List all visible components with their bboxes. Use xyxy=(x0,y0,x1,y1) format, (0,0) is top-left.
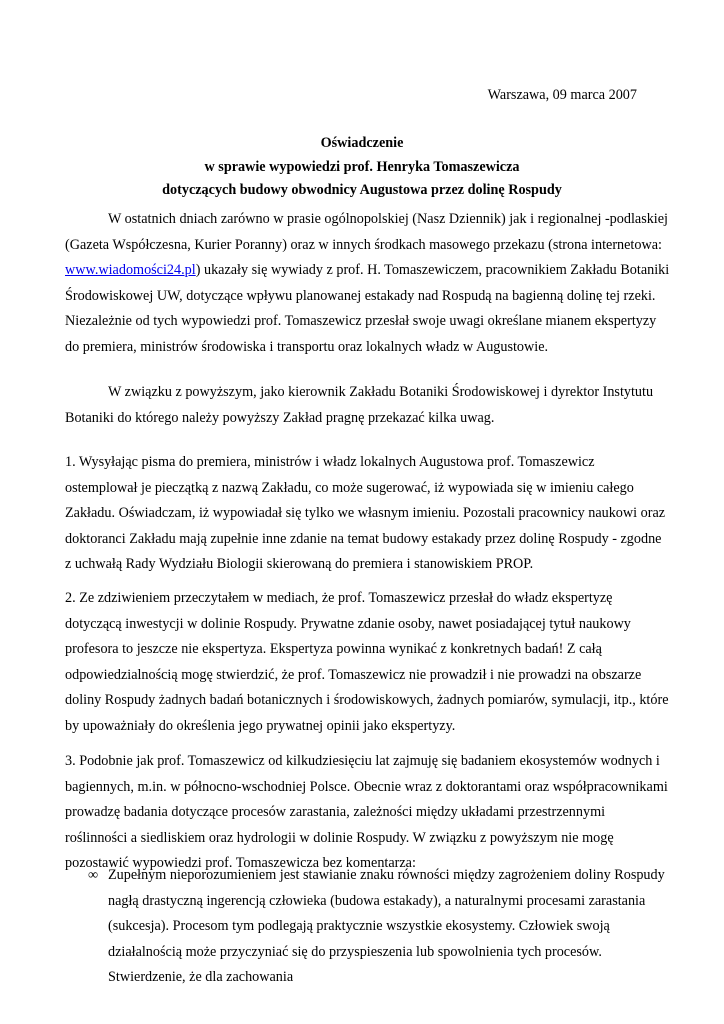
document-date: Warszawa, 09 marca 2007 xyxy=(487,87,637,103)
paragraph-intro-text-b: ) ukazały się wywiady z prof. H. Tomaszewiczem, pracownikiem Zakładu Botaniki Środowiskowej UW, dotyczące wpływu planowanej estakady nad Rospudą na bagienną dolinę tej rzeki. Niezależnie od tych wypowiedzi prof. Tomaszewicz przesłał swoje uwagi określane mianem ekspertyzy do premiera, ministrów środowiska i transportu oraz lokalnych władz w Augustowie. xyxy=(65,262,670,355)
paragraph-context xyxy=(65,380,670,431)
document-title xyxy=(0,132,724,203)
paragraph-intro-text-a: W ostatnich dniach zarówno w prasie ogólnopolskiej (Nasz Dziennik) jak i regionalnej -podlaskiej (Gazeta Współczesna, Kurier Poranny) oraz w innych środkach masowego przekazu (strona internetowa: xyxy=(65,211,668,253)
title-line-3: dotyczących budowy obwodnicy Augustowa przez dolinę Rospudy xyxy=(162,182,562,198)
title-line-1: Oświadczenie xyxy=(320,135,404,151)
bullet-symbol: ∞ xyxy=(88,867,99,883)
bullet-item-1: Zupełnym nieporozumieniem jest stawianie znaku równości między zagrożeniem doliny Rospudy nagłą drastyczną ingerencją człowieka (budowa estakady), a naturalnymi procesami zarastania (sukcesja). Procesom tym podlegają praktycznie wszystkie ekosystemy. Człowiek swoją działalnością może przyczyniać się do przyspieszenia lub spowolnienia tych procesów. Stwierdzenie, że dla zachowania xyxy=(108,867,665,986)
point-2: 2. Ze zdziwieniem przeczytałem w mediach, że prof. Tomaszewicz przesłał do władz ekspertyzę dotyczącą inwestycji w dolinie Rospudy. Prywatne zdanie osoby, nawet posiadającej tytuł naukowy profesora to jeszcze nie ekspertyza. Ekspertyza powinna wynikać z konkretnych badań! Z całą odpowiedzialnością mogę stwierdzić, że prof. Tomaszewicz nie prowadził i nie prowadzi na obszarze doliny Rospudy żadnych badań botanicznych i środowiskowych, żadnych pomiarów, symulacji, itp., które by upoważniały do określenia jego prywatnej opinii jako ekspertyzy. xyxy=(65,590,669,734)
title-line-2: w sprawie wypowiedzi prof. Henryka Tomaszewicza xyxy=(204,158,520,175)
paragraph-context-text: W związku z powyższym, jako kierownik Zakładu Botaniki Środowiskowej i dyrektor Instytutu Botaniki do którego należy powyższy Zakład pragnę przekazać kilka uwag. xyxy=(65,384,654,426)
point-1: 1. Wysyłając pisma do premiera, ministrów i władz lokalnych Augustowa prof. Tomaszewicz ostemplował je pieczątką z nazwą Zakładu, co może sugerować, iż wypowiada się w imieniu całego Zakładu. Oświadczam, iż wypowiadał się tylko we własnym imieniu. Pozostali pracownicy naukowi oraz doktoranci Zakładu mają zupełnie inne zdanie na temat budowy estakady przez dolinę Rospudy - zgodne z uchwałą Rady Wydziału Biologii skierowaną do premiera i stanowiskiem PROP. xyxy=(65,454,666,573)
point-3: 3. Podobnie jak prof. Tomaszewicz od kilkudziesięciu lat zajmuję się badaniem ekosystemów wodnych i bagiennych, m.in. w północno-wschodniej Polsce. Obecnie wraz z doktorantami oraz współpracownikami prowadzę badania dotyczące procesów zarastania, zależności między układami przestrzennymi roślinności a siedliskiem oraz hydrologii w dolinie Rospudy. W związku z powyższym nie mogę pozostawić wypowiedzi prof. Tomaszewicza bez komentarza: xyxy=(65,753,668,872)
website-link[interactable]: www.wiadomości24.pl xyxy=(65,262,196,279)
paragraph-intro xyxy=(65,207,670,361)
